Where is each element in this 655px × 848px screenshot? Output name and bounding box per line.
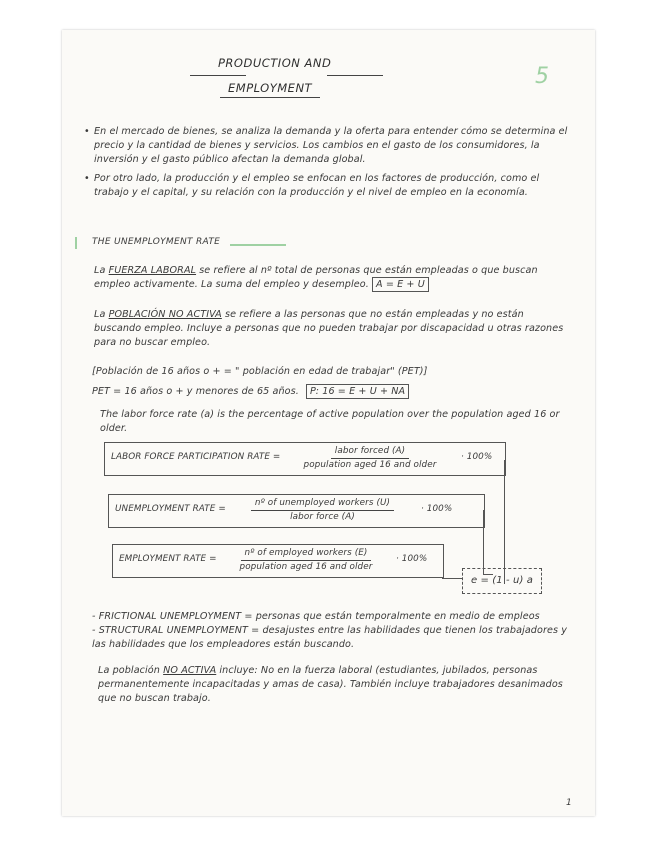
population-formula: P: 16 = E + U + NA (306, 384, 409, 399)
employment-rate-label: EMPLOYMENT RATE = (119, 554, 217, 564)
bullet-paragraph-1: • En el mercado de bienes, se analiza la demanda y la oferta para entender cómo se determina el precio y la cantidad de bienes y servicios. Los cambios en el gasto de los consumidores, la inversión y el gasto público afectan la demanda global. (94, 125, 574, 167)
unemployment-rate-label: UNEMPLOYMENT RATE = (115, 504, 226, 514)
employment-rate-numerator: nº of employed workers (E) (241, 547, 372, 561)
inactive-paragraph: La POBLACIÓN NO ACTIVA se refiere a las personas que no están empleadas y no están buscando empleo. Incluye a personas que no pueden trabajar por discapacidad u otras razones para no buscar empleo. (94, 309, 564, 348)
unemployment-rate-denominator: labor force (A) (290, 512, 355, 522)
participation-rate-denominator: population aged 16 and older (303, 460, 437, 470)
unemployment-rate-numerator: nº of unemployed workers (U) (251, 497, 394, 511)
inactive-text: se refiere a las personas que no están empleadas y no están buscando empleo. Incluye a personas que no pueden trabajar por discapacidad u otras razones para no buscar empleo. (94, 309, 564, 348)
closing-text: incluye: No en la fuerza laboral (estudiantes, jubilados, personas permanentemente incapacitadas y amas de casa). También incluye trabajadores desanimados que no buscan trabajo. (98, 665, 563, 704)
closing-term: NO ACTIVA (163, 665, 217, 676)
population-line-2 (92, 385, 409, 399)
population-text: PET = 16 años o + y menores de 65 años. (92, 386, 299, 397)
connector-line-1 (504, 460, 505, 584)
employment-relation-box: e = (1 - u) a (462, 568, 542, 594)
frictional-unemployment: - FRICTIONAL UNEMPLOYMENT = personas que están temporalmente en medio de empleos (92, 611, 540, 622)
labor-force-text: se refiere al nº total de personas que están empleadas o que buscan empleo activamente. La suma del empleo y desempleo. (94, 265, 538, 290)
labor-force-paragraph: La FUERZA LABORAL se refiere al nº total de personas que están empleadas o que buscan empleo activamente. La suma del empleo y desempleo. A = E + U (94, 265, 538, 290)
chapter-number: 5 (535, 64, 550, 89)
labor-force-formula: A = E + U (372, 277, 429, 292)
population-line-1: [Población de 16 años o + = " población en edad de trabajar" (PET)] (92, 366, 428, 377)
page-title-line2: EMPLOYMENT (228, 81, 313, 95)
unemployment-rate-fraction (235, 497, 410, 524)
definition-text: The labor force rate (a) is the percentage of active population over the population aged 16 or older. (100, 409, 560, 434)
section-highlight-line (230, 244, 286, 246)
section-title: THE UNEMPLOYMENT RATE (92, 237, 221, 247)
employment-rate-denominator: population aged 16 and older (239, 562, 373, 572)
notebook-page (62, 30, 595, 816)
inactive-term: POBLACIÓN NO ACTIVA (108, 309, 222, 320)
participation-rate-box (104, 442, 506, 476)
title-underline (220, 97, 320, 98)
connector-line-2 (483, 510, 484, 574)
employment-rate-box (112, 544, 444, 578)
participation-rate-fraction (285, 445, 455, 472)
title-divider-left (190, 75, 246, 76)
employment-rate-percent: · 100% (396, 554, 428, 564)
inactive-closing-paragraph (98, 664, 568, 706)
participation-rate-label: LABOR FORCE PARTICIPATION RATE = (111, 452, 281, 462)
page-title-line1: PRODUCTION AND (218, 56, 332, 70)
participation-rate-percent: · 100% (461, 452, 493, 462)
title-divider-right (327, 75, 383, 76)
structural-unemployment: - STRUCTURAL UNEMPLOYMENT = desajustes entre las habilidades que tienen los trabajadores y las habilidades que los empleadores están buscando. (92, 625, 568, 650)
employment-rate-fraction (221, 547, 391, 574)
unemployment-rate-box (108, 494, 485, 528)
bullet-paragraph-2: • Por otro lado, la producción y el empleo se enfocan en los factores de producción, como el trabajo y el capital, y su relación con la producción y el nivel de empleo en la economía. (94, 172, 574, 200)
participation-rate-numerator: labor forced (A) (331, 445, 409, 459)
section-marker (75, 237, 77, 249)
unemployment-rate-percent: · 100% (421, 504, 453, 514)
page-number: 1 (566, 798, 572, 808)
connector-line-3 (442, 578, 462, 579)
labor-force-term: FUERZA LABORAL (108, 265, 197, 276)
closing-prefix: La población (98, 665, 160, 676)
